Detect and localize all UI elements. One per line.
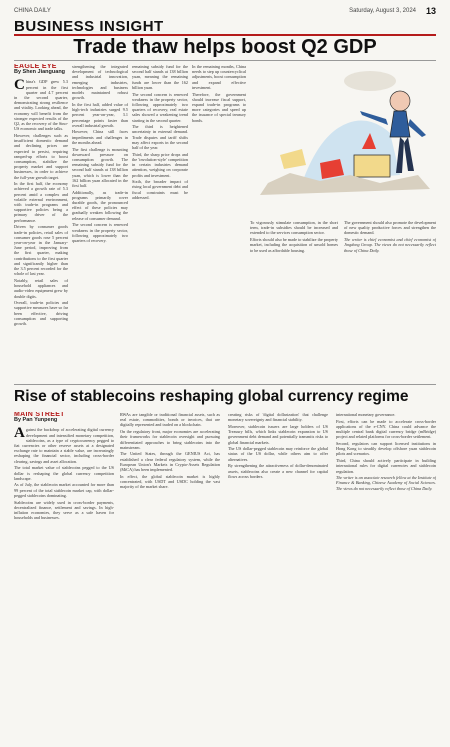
- paragraph: In the first half, the economy achieved a growth rate of 5.3 percent amid a complex and volatile external environment, with trade-in programs and supportive policies being a primary driver of the performance.: [14, 181, 68, 223]
- paragraph: Third, China should actively participate in building international rules for digital currencies and stablecoin regulation.: [336, 458, 436, 474]
- paragraph: The total market value of stablecoins pegged to the US dollar is reshaping the global currency competition landscape.: [14, 465, 114, 481]
- paragraph: On the regulatory front, major economies are accelerating their frameworks for stablecoin oversight and pursuing differentiated approaches to bring stablecoins into the mainstream.: [120, 429, 220, 450]
- paragraph: The United States, through the GENIUS Act, has established a clear federal regulatory system, while the European Union's Markets in Crypto-Assets Regulation (MiCA) has been implemented.: [120, 451, 220, 473]
- paragraph: Sixth, the broader impact of rising local government debt and fiscal constraints must be addressed.: [132, 179, 188, 200]
- byline: By Shen Jianguang: [14, 69, 66, 76]
- paragraph: Additionally, as trade-in programs primarily cover durable goods, the pronounced effect of these policies may gradually weaken following the release of consumer demand.: [72, 189, 128, 221]
- story1-column-3: [132, 64, 188, 380]
- paragraph: The second concern is renewed weakness in the property sector, following approximately two quarters of recovery, real estate sales showed a weakening trend starting in the second quarter.: [132, 91, 188, 123]
- story1-headline: Trade thaw helps boost Q2 GDP: [73, 36, 377, 58]
- paragraph: However, China still faces impediments and challenges in the months ahead.: [72, 129, 128, 145]
- story1-column-6: [344, 220, 436, 380]
- drop-cap: C: [14, 77, 25, 94]
- paragraph: The writer is chief economist and chief economist of Jingdong Group. The views do not necessarily reflect those of China Daily.: [344, 237, 436, 253]
- paragraph: In effect, the global stablecoin market is highly concentrated, with USDT and USDC holding the vast majority of the market share.: [120, 473, 220, 490]
- paragraph: creating risks of 'digital dollarization' that challenge monetary sovereignty and financial stability.: [228, 412, 328, 423]
- paragraph: remaining subsidy fund for the second half stands at 138 billion yuan, meaning the remaining funds are lower than the 162 billion yuan.: [132, 64, 188, 90]
- column-tag: MAIN STREET: [14, 412, 65, 418]
- divider: [14, 60, 436, 61]
- story2-column-1: [14, 412, 114, 738]
- story1-column-2: [72, 64, 128, 380]
- masthead-strip: [14, 6, 436, 18]
- paragraph: RWAs are tangible or traditional financial assets, such as real estate, commodities, bonds or invoices, that are digitally represented and traded on a blockchain.: [120, 412, 220, 428]
- paragraph: strengthening the integrated development of technological and industrial innovation, emerging industries, technologies and business models maintained robust growth.: [72, 64, 128, 101]
- story1-column-1: [14, 64, 68, 380]
- paragraph: The third is heightened uncertainty in external demand. Trade disputes and tariff shifts may affect exports in the second half of the year.: [132, 124, 188, 151]
- divider: [14, 384, 436, 385]
- column-tag: EAGLE EYE: [14, 64, 57, 70]
- paragraph: First, efforts can be made to accelerate cross-border applications of the e-CNY. China could advance the multiple central bank digital currency bridge (mBridge) project and related platforms for cross-border settlement.: [336, 418, 436, 440]
- story2-headline: Rise of stablecoins reshaping global currency regime: [14, 388, 409, 405]
- paragraph: Overall, trade-in policies and supportive measures have so far been effective, driving consumption and supporting growth.: [14, 300, 68, 327]
- paragraph: In the remaining months, China needs to step up countercyclical adjustments, boost consumption and expand effective investment.: [192, 64, 246, 90]
- paragraph: Third, the sharp price drops and the 'involution-style' competition in certain industries demand attention, weighing on corporate profits and investment.: [132, 151, 188, 178]
- paragraph: The US dollar-pegged stablecoin may reinforce the global status of the US dollar, while others aim to offer alternatives.: [228, 446, 328, 462]
- paragraph: The government should also promote the development of new quality productive forces and strengthen the domestic demand.: [344, 220, 436, 236]
- story2-column-2: [120, 412, 220, 738]
- story1-column-5: [250, 220, 338, 380]
- paragraph: As of July, the stablecoin market accounted for more than 99 percent of the total stablecoin market cap, with dollar-pegged stablecoins dominating.: [14, 482, 114, 498]
- story2-column-3: [228, 412, 328, 738]
- paragraph: China's GDP grew 5.3 percent in the first quarter and 4.7 percent in the second quarter, demonstrating strong resilience and vitality. Looking ahead, the economy will benefit from the stronger expected results of the Q2, as the recovery of the Sino-US economic and trade talks.: [14, 77, 68, 132]
- page-number: 13: [425, 6, 436, 16]
- paragraph: Therefore, the government should increase fiscal support, expand trade-in programs to more categories and speed up the issuance of special treasury bonds.: [192, 91, 246, 123]
- section-banner: [14, 18, 436, 36]
- paragraph: international monetary governance.: [336, 412, 396, 417]
- section-title: BUSINESS INSIGHT: [14, 18, 164, 35]
- paragraph: By strengthening the attractiveness of dollar-denominated assets, stablecoins also create a new channel for capital flows across borders.: [228, 463, 328, 479]
- paragraph: However, challenges such as insufficient domestic demand and declining prices are expected to persist, requiring ramped-up efforts to boost consumption, stabilize the property market and support businesses, in order to achieve the full-year growth target.: [14, 132, 68, 180]
- paragraph: To vigorously stimulate consumption, in the short term, trade-in subsidies should be increased and extended to the services consumption sector.: [250, 220, 338, 236]
- paragraph: The writer is an associate research fellow at the Institute of Finance & Banking, Chinese Academy of Social Sciences. The views do not necessarily reflect those of China Daily.: [336, 475, 436, 491]
- paragraph: The second concern is renewed weakness in the property sector, following approximately two quarters of recovery.: [72, 222, 128, 243]
- newspaper-name: CHINA DAILY: [14, 8, 51, 14]
- paragraph: In the first half, added value of high-tech industries surged 9.5 percent year-on-year, 3.1 percentage points faster than overall industrial growth.: [72, 101, 128, 128]
- drop-cap: A: [14, 425, 25, 442]
- cartoon-illustration: [250, 63, 436, 215]
- paragraph: Driven by consumer goods trade-in policies, retail sales of consumer goods rose 5 percent year-on-year in the January-June period, improving from the first quarter, making contributions to the first quarter and significantly higher than the 3.5 percent recorded for the whole of last year.: [14, 224, 68, 277]
- paragraph: The first challenge is mounting downward pressure on consumption growth. The remaining subsidy fund for the second half stands at 138 billion yuan, which is lower than the 162 billion yuan allocated in the first half.: [72, 146, 128, 188]
- paragraph: Efforts should also be made to stabilize the property market, including the acquisition of unsold homes to be used as affordable housing.: [250, 237, 338, 253]
- paragraph: Stablecoins are widely used in cross-border payments, decentralized finance, settlement and savings. In high-inflation economies, they serve as a safe haven for households and businesses.: [14, 499, 114, 521]
- story1-column-4: [192, 64, 246, 380]
- paragraph: Moreover, stablecoin issuers are large holders of US Treasury bills, which links stablecoin expansion to US government debt demand and potentially transmits risks to global financial markets.: [228, 423, 328, 445]
- byline: By Pan Yunpeng: [14, 417, 58, 424]
- story2-column-4: [336, 412, 436, 738]
- issue-date: Saturday, August 3, 2024: [349, 8, 416, 14]
- paragraph: Second, regulators can support licensed institutions in Hong Kong to steadily develop offshore yuan stablecoin pilots and scenarios.: [336, 441, 436, 457]
- paragraph: Notably, retail sales of household appliances and audio-video equipment grew by double digits.: [14, 277, 68, 299]
- paragraph: Against the backdrop of accelerating digital currency development and intensified monetary competition, stablecoins, as a type of cryptocurrency pegged to fiat currencies or other reserve assets at a designated exchange rate to maintain a stable value, are increasingly reshaping the financial sector, including cross-border clearing, savings and asset allocation.: [14, 425, 114, 464]
